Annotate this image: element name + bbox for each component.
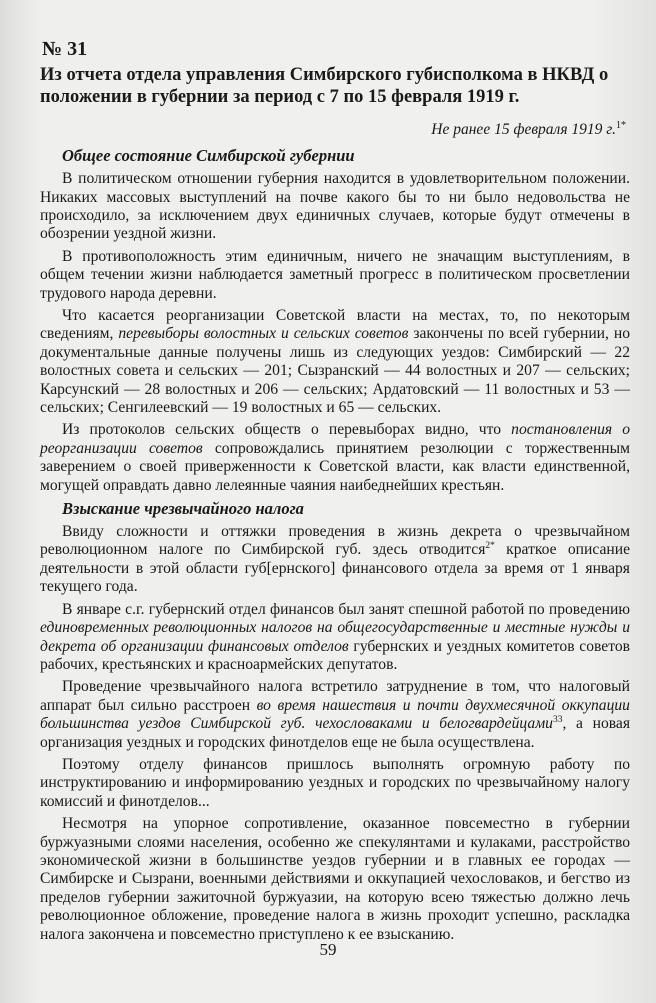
italic-phrase: единовременных революционных налогов на общегосударственные и местные нужды и декрета об организации финансовых отделов bbox=[40, 619, 630, 655]
paragraph: Ввиду сложности и оттяжки проведения в жизнь декрета о чрезвычайном революционном налоге по Симбирской губ. здесь отводится$^{2*}$ краткое описание деятельности в этой области губ[ернского] финансового отдела за время от 1 января текущего года. bbox=[40, 523, 630, 596]
section-heading-tax: Взыскание чрезвычайного налога bbox=[62, 499, 304, 519]
paragraph: В противоположность этим единичным, ничего не значащим выступлениям, в общем течении жизни наблюдается заметный прогресс в политическом просветлении трудового народа деревни. bbox=[40, 247, 630, 302]
document-title: Из отчета отдела управления Симбирского губисполкома в НКВД о положении в губернии за период с 7 по 15 февраля 1919 г. bbox=[40, 65, 609, 107]
paragraph: В политическом отношении губерния находится в удовлетворительном положении. Никаких массовых выступлений на почве какого бы то ни было недовольства не происходило, за исключением двух единичных случаев, которые будут отмечены в обозрении уездной жизни. bbox=[40, 170, 630, 243]
date-footnote-ref: 1* bbox=[616, 120, 626, 131]
paragraph: Из протоколов сельских обществ о перевыборах видно, что постановления о реорганизации советов сопровождались принятием резолюции с торжественным заверением о своей приверженности к Советской власти, как власти единственной, могущей оправдать давно лелеянные чаяния наибеднейших крестьян. bbox=[40, 421, 631, 494]
document-date bbox=[40, 116, 626, 140]
page-number: 59 bbox=[319, 940, 337, 959]
footnote-ref: 33 bbox=[552, 714, 563, 725]
date-text: Не ранее 15 февраля 1919 г. bbox=[431, 121, 616, 139]
italic-phrase: перевыборы волостных и сельских советов bbox=[118, 325, 409, 343]
italic-phrase: постановления о реорганизации советов bbox=[40, 421, 631, 457]
paragraph: В январе с.г. губернский отдел финансов был занят спешной работой по проведению единовременных революционных налогов на общегосударственные и местные нужды и декрета об организации финансовых отделов губернских и уездных комитетов советов рабочих, крестьянских и красноармейских депутатов. bbox=[40, 600, 630, 673]
footnote-ref: 2* bbox=[485, 541, 495, 552]
paragraph: Проведение чрезвычайного налога встретило затруднение в том, что налоговый аппарат был сильно расстроен во время нашествия и почти двухмесячной оккупации большинства уездов Симбирской губ. чехословаками и белогвардейцами$^{33}$, а новая организация уездных и городских финотделов еще не была осуществлена. bbox=[40, 678, 630, 751]
italic-phrase: во время нашествия и почти двухмесячной оккупации большинства уездов Симбирской губ. чехословаками и белогвардейцами bbox=[40, 696, 630, 733]
paragraph: Что касается реорганизации Советской власти на местах, то, по некоторым сведениям, перевыборы волостных и сельских советов закончены по всей губернии, но документальные данные получены лишь из следующих уездов: Симбирский — 22 волостных совета и сельских — 201; Сызранский — 44 волостных и 207 — сельских; Карсунский — 28 волостных и 206 — сельских; Ардатовский — 11 волостных и 53 — сельских; Сенгилеевский — 19 волостных и 65 — сельских. bbox=[40, 307, 631, 417]
document-number: № 31 bbox=[42, 38, 88, 60]
section-heading-general: Общее состояние Симбирской губернии bbox=[62, 146, 355, 166]
paragraph: Поэтому отделу финансов пришлось выполнять огромную работу по инструктированию и информированию уездных и городских по чрезвычайному налогу комиссий и финотделов... bbox=[40, 755, 630, 810]
paragraph: Несмотря на упорное сопротивление, оказанное повсеместно в губернии буржуазными слоями населения, особенно же спекулянтами и кулаками, расстройство экономической жизни в большинстве уездов губернии и в главных ее городах — Симбирске и Сызрани, военными действиями и оккупацией чехословаков, и бегство из пределов губернии зажиточной буржуазии, на которую всею тяжестью должно лечь революционное обложение, проведение налога в жизнь проходит успешно, раскладка налога закончена и повсеместно приступлено к ее взысканию. bbox=[40, 815, 630, 943]
